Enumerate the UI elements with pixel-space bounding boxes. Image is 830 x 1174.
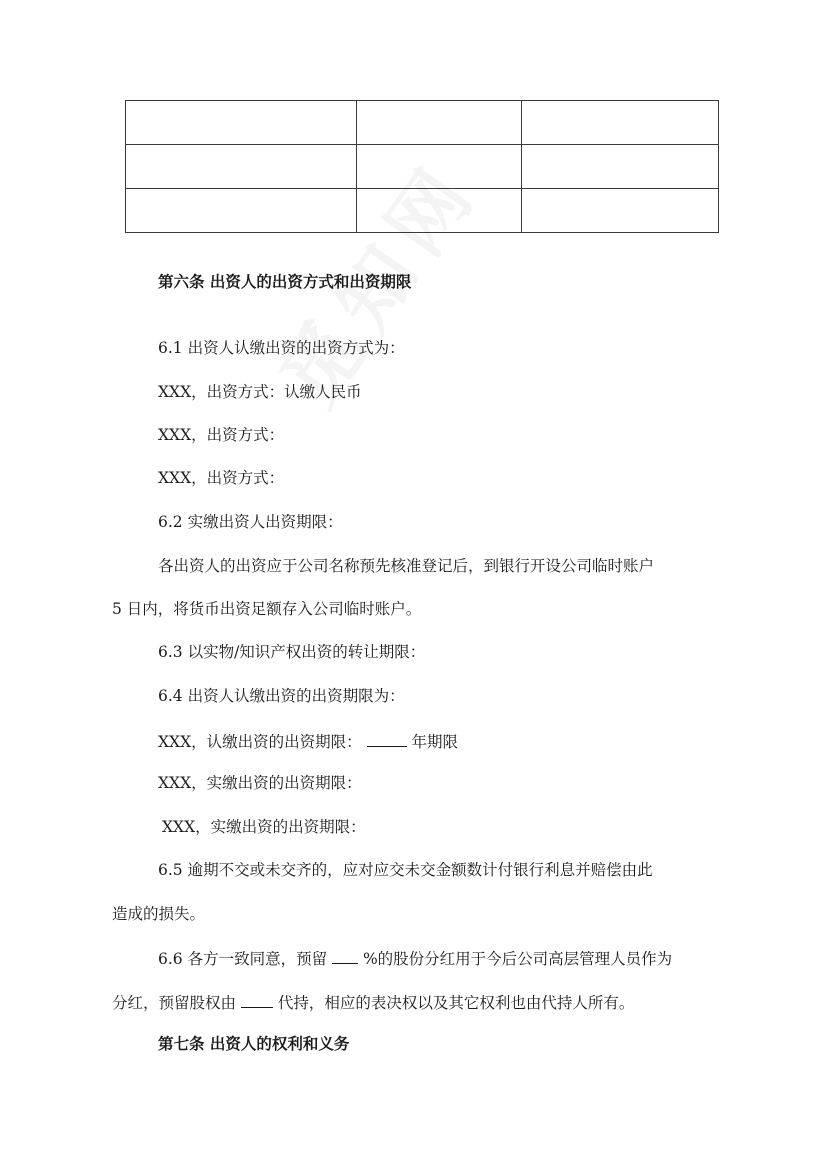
clause-6-4-item-prefix: XXX，认缴出资的出资期限： xyxy=(158,733,362,751)
clause-6-1-item: XXX，出资方式：认缴人民币 xyxy=(158,383,362,401)
table-row xyxy=(126,145,719,189)
clause-6-6-cont xyxy=(112,991,634,1013)
table-cell xyxy=(357,189,522,233)
section7-heading: 第七条 出资人的权利和义务 xyxy=(158,1034,350,1053)
clause-6-6-part-b: %的股份分红用于今后公司高层管理人员作为 xyxy=(362,950,673,968)
table-cell xyxy=(522,145,719,189)
clause-6-4-item-suffix: 年期限 xyxy=(411,733,458,751)
clause-6-4-item: XXX，实缴出资的出资期限： xyxy=(162,818,366,836)
table-row xyxy=(126,189,719,233)
clause-6-3: 6.3 以实物/知识产权出资的转让期限： xyxy=(158,643,426,661)
table-cell xyxy=(126,101,357,145)
table-cell xyxy=(522,101,719,145)
clause-6-6 xyxy=(158,947,672,969)
clause-6-6-part-a: 6.6 各方一致同意，预留 xyxy=(158,950,328,968)
fill-in-blank xyxy=(332,947,358,964)
table-cell xyxy=(357,101,522,145)
table-row xyxy=(126,101,719,145)
contribution-table xyxy=(125,100,719,233)
fill-in-blank xyxy=(241,991,273,1008)
clause-6-5-cont: 造成的损失。 xyxy=(112,905,206,923)
clause-6-4-item: XXX，实缴出资的出资期限： xyxy=(158,774,362,792)
table-cell xyxy=(126,145,357,189)
table-cell xyxy=(126,189,357,233)
clause-6-6-cont-a: 分红，预留股权由 xyxy=(112,994,237,1012)
clause-6-2-text-cont: 5 日内，将货币出资足额存入公司临时账户。 xyxy=(112,600,422,618)
clause-6-1-item: XXX，出资方式： xyxy=(158,469,285,487)
fill-in-blank xyxy=(367,730,407,747)
clause-6-6-cont-b: 代持，相应的表决权以及其它权利也由代持人所有。 xyxy=(277,994,635,1012)
table-cell xyxy=(357,145,522,189)
clause-6-4-item xyxy=(158,730,458,752)
clause-6-2: 6.2 实缴出资人出资期限： xyxy=(158,513,343,531)
section6-heading: 第六条 出资人的出资方式和出资期限 xyxy=(158,272,412,291)
clause-6-1: 6.1 出资人认缴出资的出资方式为： xyxy=(158,339,405,357)
clause-6-5: 6.5 逾期不交或未交齐的，应对应交未交金额数计付银行利息并赔偿由此 xyxy=(158,861,653,879)
table-cell xyxy=(522,189,719,233)
clause-6-2-text: 各出资人的出资应于公司名称预先核准登记后，到银行开设公司临时账户 xyxy=(158,557,655,575)
clause-6-4: 6.4 出资人认缴出资的出资期限为： xyxy=(158,687,405,705)
clause-6-1-item: XXX，出资方式： xyxy=(158,426,285,444)
